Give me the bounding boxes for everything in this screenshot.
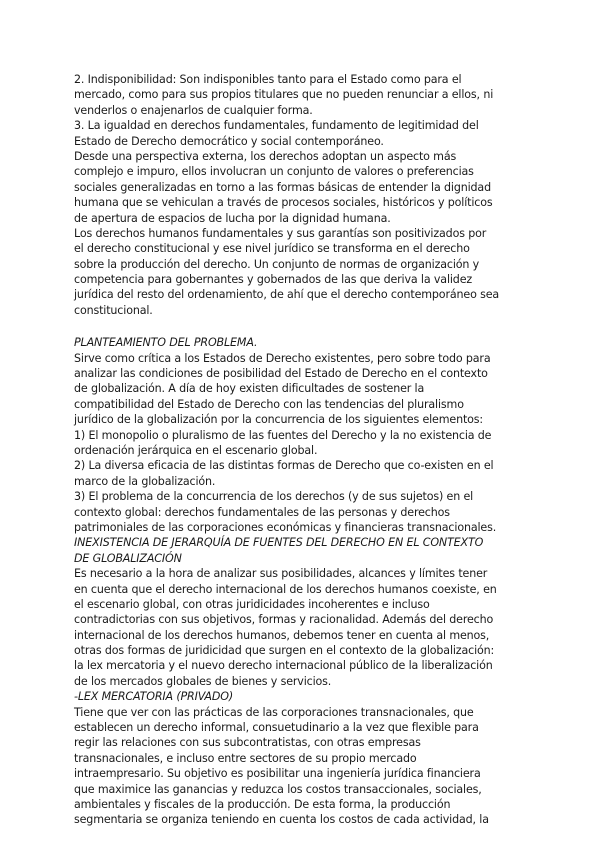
text-line: 2) La diversa eficacia de las distintas formas de Derecho que co-existen en el	[74, 459, 494, 473]
text-line: 3. La igualdad en derechos fundamentales, fundamento de legitimidad del	[74, 119, 479, 133]
section-heading-lex-mercatoria: -LEX MERCATORIA (PRIVADO)	[74, 690, 234, 704]
text-line: el derecho constitucional y ese nivel jurídico se transforma en el derecho	[74, 242, 470, 256]
text-line: segmentaria se organiza teniendo en cuenta los costos de cada actividad, la	[74, 813, 489, 827]
text-line: ambientales y fiscales de la producción. De esta forma, la producción	[74, 797, 451, 811]
text-line: Los derechos humanos fundamentales y sus garantías son positivizados por	[74, 226, 487, 240]
text-line: mercado, como para sus propios titulares que no pueden renunciar a ellos, ni	[74, 88, 494, 102]
paragraph-gap	[74, 318, 532, 335]
text-line: Estado de Derecho democrático y social contemporáneo.	[74, 134, 384, 148]
text-line: otras dos formas de juridicidad que surgen en el contexto de la globalización:	[74, 644, 495, 658]
text-line: que maximice las ganancias y reduzca los costos transaccionales, sociales,	[74, 782, 482, 796]
text-line: 1) El monopolio o pluralismo de las fuentes del Derecho y la no existencia de	[74, 428, 492, 442]
text-line: de globalización. A día de hoy existen dificultades de sostener la	[74, 382, 425, 396]
section-heading-problem: PLANTEAMIENTO DEL PROBLEMA.	[74, 336, 258, 350]
paragraph-block-hierarchy	[74, 566, 532, 689]
text-line: sobre la producción del derecho. Un conjunto de normas de organización y	[74, 257, 480, 271]
text-line: ordenación jerárquica en el escenario global.	[74, 443, 318, 457]
paragraph-block-problem	[74, 351, 532, 536]
text-line: constitucional.	[74, 303, 153, 317]
section-heading-hierarchy: DE GLOBALIZACIÓN	[74, 551, 182, 565]
text-line: competencia para gobernantes y gobernados de las que deriva la validez	[74, 273, 473, 287]
text-line: Desde una perspectiva externa, los derechos adoptan un aspecto más	[74, 149, 457, 163]
text-line: de apertura de espacios de lucha por la dignidad humana.	[74, 211, 391, 225]
text-line: contradictorias con sus objetivos, formas y racionalidad. Además del derecho	[74, 613, 494, 627]
text-line: 3) El problema de la concurrencia de los derechos (y de sus sujetos) en el	[74, 490, 474, 504]
text-line: intraempresario. Su objetivo es posibilitar una ingeniería jurídica financiera	[74, 767, 481, 781]
text-line: complejo e impuro, ellos involucran un conjunto de valores o preferencias	[74, 165, 474, 179]
text-line: internacional de los derechos humanos, debemos tener en cuenta al menos,	[74, 628, 490, 642]
document-page	[74, 72, 532, 828]
text-line: Tiene que ver con las prácticas de las corporaciones transnacionales, que	[74, 705, 474, 719]
text-line: marco de la globalización.	[74, 474, 216, 488]
text-line: patrimoniales de las corporaciones económicas y financieras transnacionales.	[74, 520, 497, 534]
paragraph-block-lex-mercatoria	[74, 705, 532, 828]
text-line: jurídico de la globalización por la concurrencia de los siguientes elementos:	[74, 413, 483, 427]
text-line: jurídica del resto del ordenamiento, de ahí que el derecho contemporáneo sea	[74, 288, 500, 302]
text-line: de los mercados globales de bienes y servicios.	[74, 674, 332, 688]
text-line: analizar las condiciones de posibilidad del Estado de Derecho en el contexto	[74, 367, 488, 381]
text-line: venderlos o enajenarlos de cualquier forma.	[74, 103, 313, 117]
text-line: Sirve como crítica a los Estados de Derecho existentes, pero sobre todo para	[74, 351, 491, 365]
paragraph-block-rights	[74, 72, 532, 318]
text-line: 2. Indisponibilidad: Son indisponibles tanto para el Estado como para el	[74, 73, 462, 86]
text-line: contexto global: derechos fundamentales de las personas y derechos	[74, 505, 450, 519]
text-line: compatibilidad del Estado de Derecho con las tendencias del pluralismo	[74, 397, 464, 411]
text-line: en cuenta que el derecho internacional de los derechos humanos coexiste, en	[74, 582, 497, 596]
text-line: el escenario global, con otras juridicidades incoherentes e incluso	[74, 597, 430, 611]
text-line: transnacionales, e incluso entre sectores de su propio mercado	[74, 751, 417, 765]
text-line: sociales generalizadas en torno a las formas básicas de entender la dignidad	[74, 180, 491, 194]
section-heading-hierarchy: INEXISTENCIA DE JERARQUÍA DE FUENTES DEL DERECHO EN EL CONTEXTO	[74, 536, 484, 550]
text-line: humana que se vehiculan a través de procesos sociales, históricos y políticos	[74, 196, 493, 210]
text-line: Es necesario a la hora de analizar sus posibilidades, alcances y límites tener	[74, 567, 488, 581]
text-line: establecen un derecho informal, consuetudinario a la vez que flexible para	[74, 721, 479, 735]
text-line: regir las relaciones con sus subcontratistas, con otras empresas	[74, 736, 421, 750]
text-line: la lex mercatoria y el nuevo derecho internacional público de la liberalización	[74, 659, 493, 673]
